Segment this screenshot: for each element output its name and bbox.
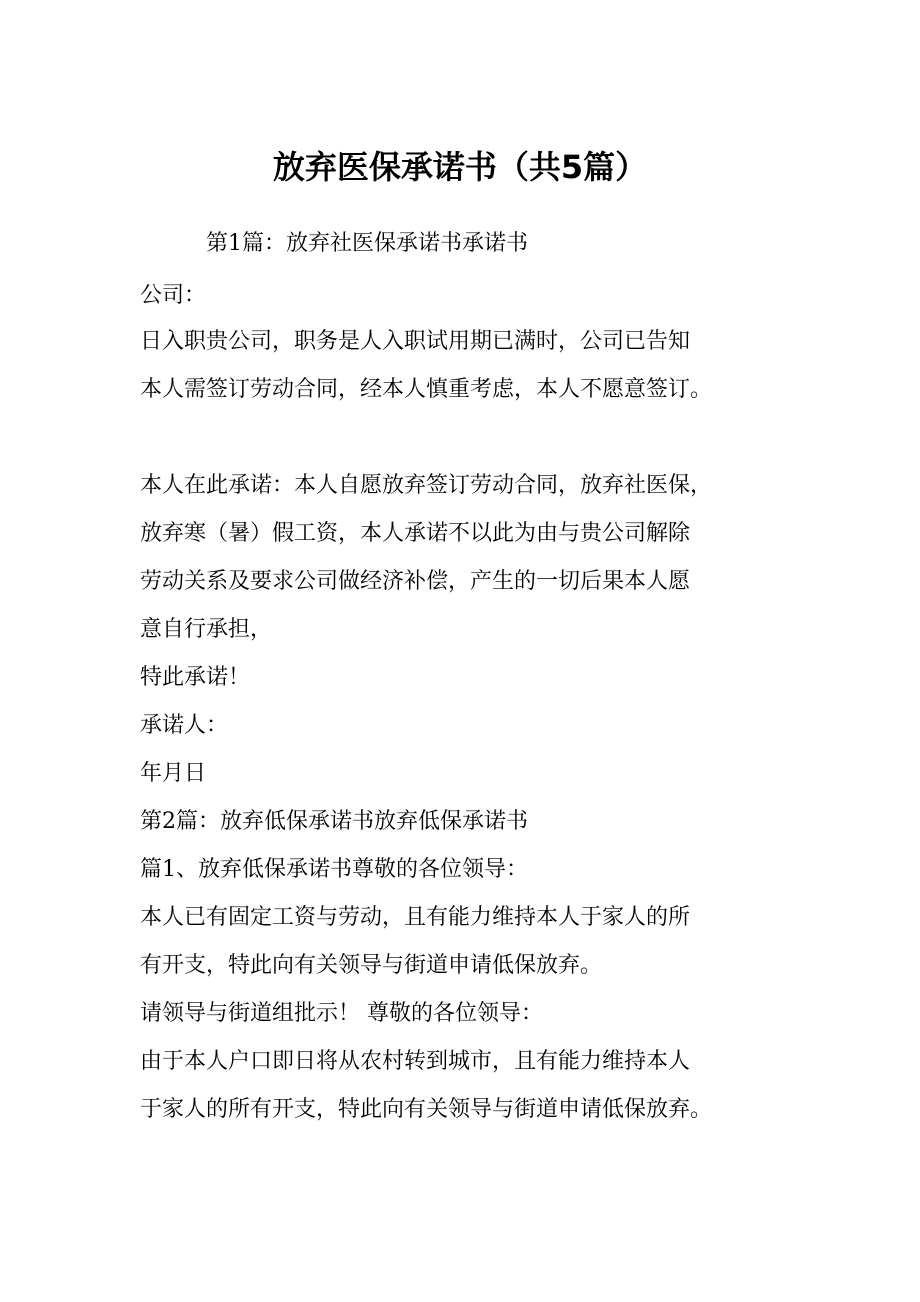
- paragraph-line: 由于本人户口即日将从农村转到城市，且有能力维持本人: [140, 1049, 691, 1074]
- paragraph-line: 有开支，特此向有关领导与街道申请低保放弃。: [140, 953, 603, 978]
- signer-label: 承诺人：: [140, 713, 229, 738]
- section-2-heading: 第2篇：放弃低保承诺书放弃低保承诺书: [140, 809, 528, 834]
- date-label: 年月日: [140, 761, 207, 786]
- paragraph-line: 本人在此承诺：本人自愿放弃签订劳动合同，放弃社医保，: [140, 473, 713, 498]
- paragraph-line: 日入职贵公司，职务是人入职试用期已满时，公司已告知: [140, 329, 691, 354]
- document-title: 放弃医保承诺书（共5篇）: [272, 148, 648, 186]
- paragraph-line: 放弃寒（暑）假工资，本人承诺不以此为由与贵公司解除: [140, 521, 691, 546]
- paragraph-line: 本人需签订劳动合同，经本人慎重考虑，本人不愿意签订。: [140, 377, 713, 402]
- paragraph-line: 劳动关系及要求公司做经济补偿，产生的一切后果本人愿: [140, 569, 691, 594]
- section-1-heading: 第1篇：放弃社医保承诺书承诺书: [206, 231, 528, 256]
- salutation-company: 公司：: [140, 283, 207, 308]
- paragraph-line: 意自行承担，: [140, 617, 273, 642]
- paragraph-line: 篇1、放弃低保承诺书尊敬的各位领导：: [140, 857, 528, 882]
- closing-statement: 特此承诺！: [140, 665, 251, 690]
- paragraph-line: 本人已有固定工资与劳动，且有能力维持本人于家人的所: [140, 905, 691, 930]
- paragraph-line: 于家人的所有开支，特此向有关领导与街道申请低保放弃。: [140, 1097, 713, 1122]
- paragraph-line: 请领导与街道组批示！ 尊敬的各位领导：: [140, 1001, 543, 1026]
